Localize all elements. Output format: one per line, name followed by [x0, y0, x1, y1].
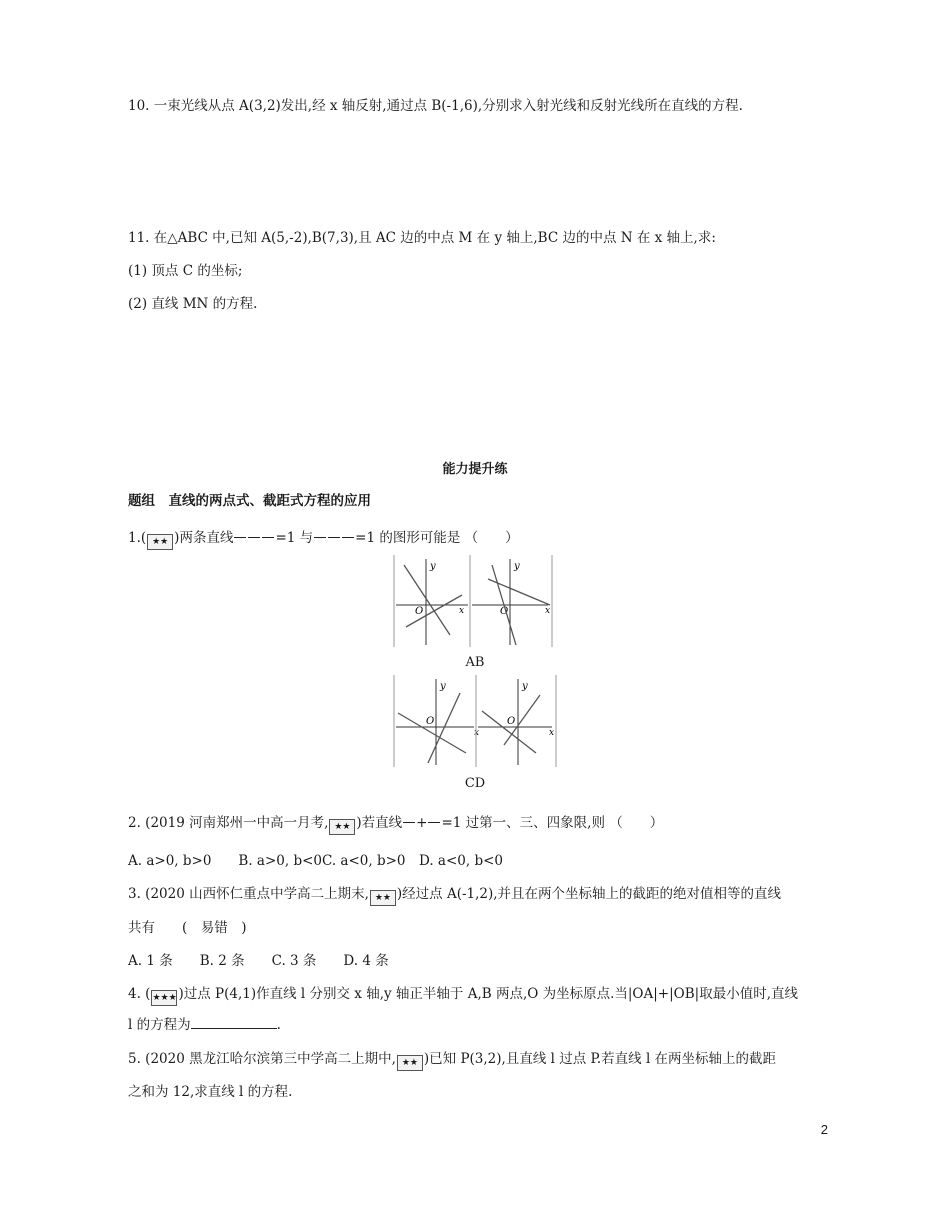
question-4-text: )过点 P(4,1)作直线 l 分别交 x 轴,y 轴正半轴于 A,B 两点,O 为坐标原点.当|OA|+|OB|取最小值时,直线: [178, 986, 798, 1002]
question-1-post: =1 的图形可能是 （ ）: [355, 530, 519, 546]
fraction-icon: [234, 537, 246, 538]
axis-y-label: y: [522, 681, 528, 692]
panel-b: [470, 555, 552, 647]
figure-ab: [390, 555, 560, 651]
question-1-pre: 两条直线: [179, 530, 234, 546]
panel-a: [394, 555, 470, 647]
question-1: [128, 529, 519, 550]
section-title: 能力提升练: [442, 462, 508, 477]
axis-y-label: y: [514, 561, 520, 572]
origin-label: O: [415, 606, 424, 617]
question-3-text: )经过点 A(-1,2),并且在两个坐标轴上的截距的绝对值相等的直线: [396, 886, 782, 902]
origin-label: O: [426, 716, 435, 727]
origin-label: O: [507, 716, 516, 727]
question-4-line-2: l 的方程为 .: [128, 1017, 281, 1033]
question-11-stem: 11. 在△ABC 中,已知 A(5,-2),B(7,3),且 AC 边的中点 M 在 y 轴上,BC 边的中点 N 在 x 轴上,求:: [128, 230, 716, 246]
fraction-icon: [428, 822, 440, 823]
fraction-icon: [314, 537, 326, 538]
question-5: [128, 1050, 776, 1071]
question-1-number: 1.: [128, 530, 141, 546]
question-2: 2. (2019 河南郑州一中高一月考, ★★ )若直线 + =1 过第一、三、四象限,则 （ ）: [128, 814, 663, 835]
question-2-options: A. a>0, b>0 B. a>0, b<0C. a<0, b>0 D. a<0, b<0: [128, 853, 503, 869]
question-2-source: 2. (2019 河南郑州一中高一月考,: [128, 815, 329, 831]
group-title: 题组 直线的两点式、截距式方程的应用: [128, 493, 371, 509]
axis-x-label: x: [545, 606, 551, 616]
question-1-open-paren: (: [140, 530, 147, 546]
answer-blank[interactable]: [191, 1016, 277, 1029]
fraction-icon: [403, 822, 415, 823]
question-5-text: )已知 P(3,2),且直线 l 过点 P.若直线 l 在两坐标轴上的截距: [423, 1051, 777, 1067]
question-4: [128, 985, 798, 1006]
question-3: [128, 885, 781, 906]
star-rating-icon: ★★: [329, 819, 355, 835]
panel-c: [394, 675, 479, 767]
axis-y-label: y: [440, 681, 446, 692]
fraction-icon: [262, 537, 274, 538]
question-10: 10. 一束光线从点 A(3,2)发出,经 x 轴反射,通过点 B(-1,6),分别求入射光线和反射光线所在直线的方程.: [128, 98, 743, 114]
page-number: 2: [820, 1122, 828, 1137]
figure-ab-label: AB: [465, 655, 485, 670]
axis-x-label: x: [549, 728, 555, 738]
question-11-part-1: (1) 顶点 C 的坐标;: [128, 263, 243, 279]
question-3-line-2: 共有 ( 易错 ): [128, 920, 247, 936]
question-4-open: 4. (: [128, 986, 151, 1002]
question-1-mid: =1 与: [275, 530, 314, 546]
panel-d: [476, 675, 556, 767]
star-rating-icon: ★★: [397, 1055, 423, 1071]
question-11-part-2: (2) 直线 MN 的方程.: [128, 296, 258, 312]
question-3-options: A. 1 条 B. 2 条 C. 3 条 D. 4 条: [128, 953, 389, 969]
question-5-source: 5. (2020 黑龙江哈尔滨第三中学高二上期中,: [128, 1051, 396, 1067]
axis-y-label: y: [430, 561, 436, 572]
star-rating-icon: ★★: [370, 890, 396, 906]
question-2-text: )若直线: [356, 815, 403, 831]
fraction-icon: [342, 537, 354, 538]
axis-x-label: x: [459, 606, 465, 616]
question-2-tail: =1 过第一、三、四象限,则 （ ）: [441, 815, 664, 831]
question-5-line-2: 之和为 12,求直线 l 的方程.: [128, 1084, 293, 1100]
fraction-icon: [328, 537, 340, 538]
question-4-line-2-text: l 的方程为: [128, 1017, 191, 1033]
figure-cd: [390, 675, 560, 771]
axis-x-label: x: [474, 728, 480, 738]
figure-cd-label: CD: [464, 776, 486, 791]
origin-label: O: [500, 606, 509, 617]
star-rating-icon: ★★★: [151, 990, 177, 1006]
star-rating-icon: ★★: [147, 534, 173, 550]
question-3-source: 3. (2020 山西怀仁重点中学高二上期末,: [128, 886, 369, 902]
question-1-close-paren: ): [174, 530, 180, 546]
fraction-icon: [248, 537, 260, 538]
